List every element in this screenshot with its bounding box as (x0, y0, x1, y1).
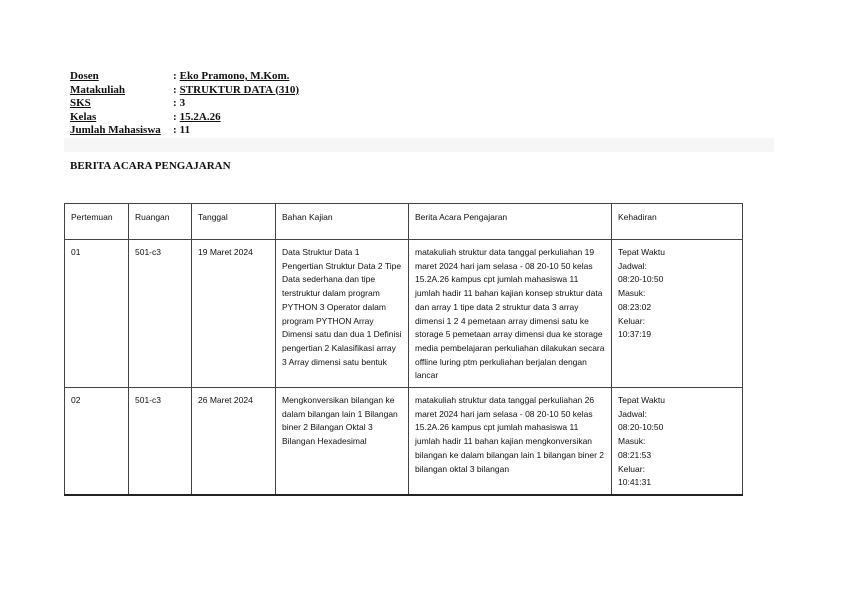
header-value: 11 (179, 124, 191, 136)
cell-ruangan: 501-c3 (129, 388, 192, 495)
kehadiran-label: Jadwal: (618, 260, 647, 271)
kehadiran-value: 08:23:02 (618, 301, 652, 312)
cell-ruangan: 501-c3 (129, 240, 192, 388)
column-header-bahan-kajian: Bahan Kajian (276, 204, 409, 240)
header-row-sks (70, 97, 299, 111)
kehadiran-label: Masuk: (618, 288, 646, 299)
kehadiran-value: 08:20-10:50 (618, 274, 664, 285)
section-title: BERITA ACARA PENGAJARAN (70, 160, 231, 172)
kehadiran-label: Keluar: (618, 315, 645, 326)
cell-kehadiran (612, 240, 743, 388)
header-separator: : (173, 83, 177, 96)
cell-pertemuan: 01 (65, 240, 129, 388)
header-value: 15.2A.26 (179, 110, 221, 123)
header-row-dosen (70, 70, 299, 84)
table-header-row (65, 204, 743, 240)
cell-bahan-kajian: Data Struktur Data 1 Pengertian Struktur Data 2 Tipe Data sederhana dan tipe terstruktur dalam program PYTHON 3 Operator dalam program PYTHON Array Dimensi satu dan dua 1 Definisi pengertian 2 Kalasifikasi array 3 Array dimensi satu bentuk (276, 240, 409, 388)
header-label: Kelas (70, 110, 97, 123)
cell-kehadiran (612, 388, 743, 495)
kehadiran-label: Keluar: (618, 463, 645, 474)
header-separator: : (173, 110, 177, 123)
column-header-kehadiran: Kehadiran (612, 204, 743, 240)
header-value: 3 (179, 97, 186, 109)
table-row (65, 388, 743, 495)
cell-tanggal: 19 Maret 2024 (192, 240, 276, 388)
cell-tanggal: 26 Maret 2024 (192, 388, 276, 495)
cell-bahan-kajian: Mengkonversikan bilangan ke dalam bilangan lain 1 Bilangan biner 2 Bilangan Oktal 3 Bilangan Hexadesimal (276, 388, 409, 495)
header-label: Dosen (70, 70, 99, 82)
section-divider (64, 138, 774, 152)
header-row-matakuliah (70, 84, 299, 98)
kehadiran-status: Tepat Waktu (618, 247, 665, 257)
cell-berita-acara: matakuliah struktur data tanggal perkuliahan 26 maret 2024 hari jam selasa - 08 20-10 50 kelas 15.2A.26 kampus cpt jumlah mahasiswa 11 jumlah hadir 11 bahan kajian mengkonversikan bilangan ke dalam bilangan lain 1 bilangan biner 2 bilangan oktal 3 bilangan (409, 388, 612, 495)
header-label: Jumlah Mahasiswa (70, 124, 161, 136)
kehadiran-label: Jadwal: (618, 408, 647, 419)
kehadiran-label: Masuk: (618, 436, 646, 447)
cell-berita-acara: matakuliah struktur data tanggal perkuliahan 19 maret 2024 hari jam selasa - 08 20-10 50 kelas 15.2A.26 kampus cpt jumlah mahasiswa 11 jumlah hadir 11 bahan kajian konsep struktur data dan array 1 tipe data 2 struktur data 3 array dimensi 1 2 4 pemetaan array dimensi satu ke storage 5 pemetaan array dimensi dua ke storage media pembelajaran perkuliahan dilakukan secara offline luring ptm perkuliahan berjalan dengan lancar (409, 240, 612, 388)
header-separator: : (173, 124, 177, 136)
kehadiran-value: 08:21:53 (618, 449, 652, 460)
kehadiran-status: Tepat Waktu (618, 395, 665, 406)
header-label: SKS (70, 97, 91, 109)
header-label: Matakuliah (70, 83, 126, 96)
header-value: Eko Pramono, M.Kom. (179, 70, 290, 82)
berita-acara-table (64, 203, 743, 496)
header-row-jumlah-mahasiswa (70, 124, 299, 138)
column-header-berita-acara: Berita Acara Pengajaran (409, 204, 612, 240)
cell-pertemuan: 02 (65, 388, 129, 495)
header-separator: : (173, 97, 177, 109)
header-row-kelas (70, 111, 299, 125)
column-header-ruangan: Ruangan (129, 204, 192, 240)
header-value: STRUKTUR DATA (310) (179, 83, 300, 96)
kehadiran-value: 10:37:19 (618, 329, 652, 340)
table-row (65, 240, 743, 388)
header-info (70, 70, 299, 138)
column-header-pertemuan: Pertemuan (65, 204, 129, 240)
kehadiran-value: 10:41:31 (618, 477, 652, 488)
header-separator: : (173, 70, 177, 82)
kehadiran-value: 08:20-10:50 (618, 422, 664, 433)
column-header-tanggal: Tanggal (192, 204, 276, 240)
